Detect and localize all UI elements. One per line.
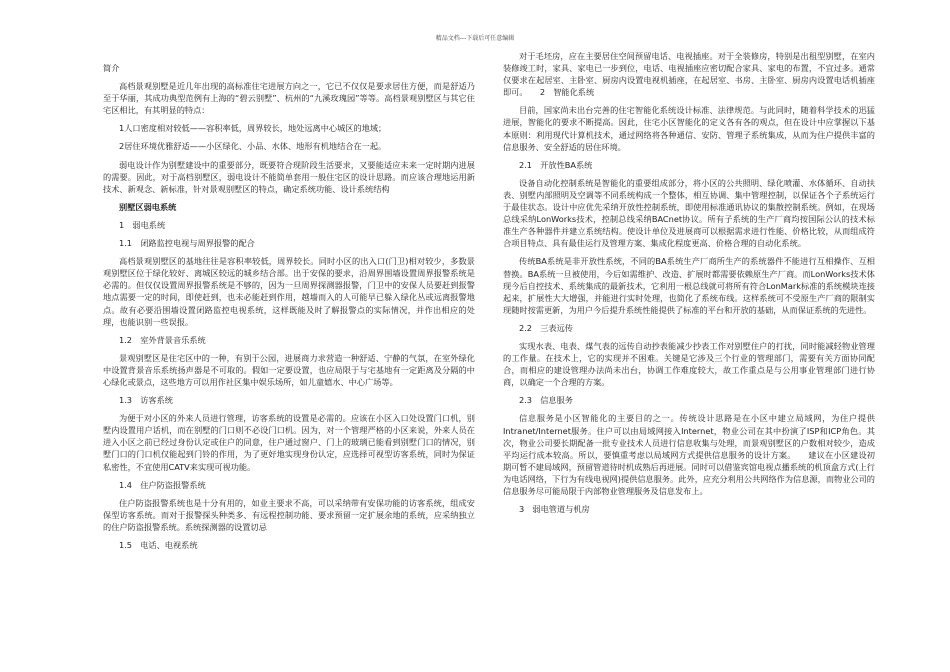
paragraph-2-3: 信息服务是小区智能化的主要目的之一。传统设计思路是在小区中建立局域网，为住户提供Intranet/Internet服务。住户可以由局域网接入Internet，物业公司在其中扮演了ISP和ICP角色。其次，物业公司要长期配备一批专业技术人员进行信息收集与处理，而景观别墅区的户数相对较少，造成平均运行成本较高。所以，要慎重考虑以局域网方式提供信息服务的设计方案。 建议在小区建设初期可暂不建局域网，预留管道待时机成熟后再进展。同时可以借鉴宾馆电视点播系统的机顶盒方式(上行为电话网络，下行为有线电视网)提供信息服务。此外，应充分利用公共网络作为信息源，而物业公司的信息服务尽可能局限于内部物业管理服务及信息发布上。 [503, 413, 875, 496]
intro-paragraph: 高档景观别墅是近几年出现的高标准住宅进展方向之一，它已不仅仅是要求居住方便，而是舒适乃至于华丽，其成功典型范例有上海的“碧云别墅”、杭州的“九溪玫瑰园”等等。高档景观别墅区与其它住宅区相比，有其明显的特点： [103, 81, 475, 116]
paragraph-2-1b: 传统BA系统是非开放性系统，不同的BA系统生产厂商所生产的系统器件不能进行互相操作、互相替换。BA系统一旦被使用，今后如需维护、改造、扩展时都需要依赖原生产厂商。而LonWorks技术体现今后自控技术、系统集成的最新技术，它利用一根总线就可将所有符合LonMark标准的系统模块连接起来，扩展性大大增强，并能进行实时处理，也简化了系统布线。这样系统可不受原生产厂商的限制实现随时按需更新，为用户今后提升系统性能提供了标准的平台和开放的基础，从而保证系统的先进性。 [503, 256, 875, 315]
right-column [503, 50, 875, 515]
left-column [103, 62, 475, 551]
paragraph-1-4: 住户防盗报警系统也是十分有用的，如业主要求不高，可以采纳带有安保功能的访客系统，组成安保型访客系统。而对于报警探头种类多、有远程控制功能、要求预留一定扩展余地的系统，应采纳独立的住户防盗报警系统。系统探测器的设置切忌 [103, 497, 475, 532]
heading-1-3: 1.3 访客系统 [119, 395, 173, 406]
section-title: 别墅区弱电系统 [119, 201, 177, 212]
heading-3: 3 弱电管道与机房 [519, 504, 590, 515]
paragraph-1-2: 景观别墅区是住宅区中的一种，有别于公园，进展商力求营造一种舒适、宁静的气氛，在室外绿化中设置背景音乐系统扬声器是不可取的。假如一定要设置，也应局限于与宅基地有一定距离及分隔的中心绿化或景点，这些地方可以用作社区集中娱乐场所，如儿童嬉水、中心广场等。 [103, 352, 475, 387]
heading-2-1: 2.1 开放性BA系统 [519, 159, 593, 170]
heading-1-2: 1.2 室外背景音乐系统 [119, 334, 206, 345]
paragraph-1-1: 高档景观别墅区的基地往往是容积率较低，周界较长。同时小区的出入口(门卫)相对较少，多数景观别墅区位于绿化较好、离城区较远的城乡结合部。出于安保的要求，沿周界围墙设置周界报警系统是必需的。但仅仅设置周界报警系统是不够的，因为一旦周界探测器报警，门卫中的安保人员要赶到报警地点需要一定的时间，即使赶到，也未必能赶到作用，越墙而入的人可能早已躲入绿化丛或远离报警地点。故有必要沿围墙设置闭路监控电视系统，这样既能及时了解报警点的实际情况，并作出相应的处理，也能识别一些误报。 [103, 256, 475, 327]
heading-1-5: 1.5 电话、电视系统 [119, 540, 198, 550]
heading-1-4: 1.4 住户防盗报警系统 [119, 479, 206, 490]
feature-item-2: 2居住环境优雅舒适——小区绿化、小品、水体、地形有机地结合在一起。 [119, 141, 387, 152]
heading-2-2: 2.2 三表远传 [519, 322, 573, 333]
paragraph-1-3: 为便于对小区的外来人员进行管理，访客系统的设置是必需的。应该在小区入口处设置门口机，别墅内设置用户话机，而在别墅的门口则不必设门口机。因为，对一个管理严格的小区来说，外来人员在进入小区之前已经过身份认定或住户的同意，住户通过窗户、门上的玻璃已能看到别墅门口的情况，别墅门口的门口机仅能起到门铃的作用，为了更好地实现身份认定，应选择可视型访客系统，同时为保证私密性，不宜使用CATV来实现可视功能。 [103, 413, 475, 472]
paragraph-2: 目前，国家尚未出台完善的住宅智能化系统设计标准、法律规范。与此同时，随着科学技术的迅猛进展，智能化的要求不断提高。因此，住宅小区智能化的定义各有各的观点，但在设计中应掌握以下基本原则：利用现代计算机技术，通过网络将各种通信、安防、管理子系统集成，从而为住户提供丰富的信息服务、安全舒适的居住环境。 [503, 105, 875, 152]
page-header: 精品文档---下载后可任意编辑 [435, 35, 515, 42]
heading-2-3: 2.3 信息服务 [519, 395, 573, 406]
feature-item-1: 1人口密度相对较低——容积率低，周界较长，地处远离中心城区的地域； [119, 123, 387, 134]
paragraph-2-2: 实现水表、电表、煤气表的远传自动抄表能减少抄表工作对别墅住户的打扰，同时能减轻物业管理的工作量。在技术上，它的实现并不困难。关键是它涉及三个行业的管理部门，需要有关方面协同配合，而相应的建设管理办法尚未出台，协调工作难度较大，故工作重点是与公用事业管理部门进行协商，以确定一个合理的方案。 [503, 340, 875, 388]
heading-1-1: 1.1 闭路监控电视与周界报警的配合 [119, 238, 255, 249]
heading-1: 1 弱电系统 [119, 219, 166, 230]
paragraph-2-1a: 设备自动化控制系统是智能化的重要组成部分，将小区的公共照明、绿化喷灌、水体循环、自动扶表、别墅内部照明及空调等不同系统构成一个整体，相互协调、集中管理控制，以保证各个子系统运行于最佳状态。设计中应优先采纳开放性控制系统，即使用标准通讯协议的集散控制系统。例如，在现场总线采纳LonWorks技术，控制总线采纳BACnet协议。所有子系统的生产厂商均按国际公认的技术标准生产各种器件并建立系统结构。使设计单位及进展商可以根据需求进行性能、价格比较，从而组成符合项目特点、具有最佳运行及管理方案、集成化程度更高、价格合理的自动化系统。 [503, 177, 875, 249]
intro-heading: 简介 [103, 63, 120, 73]
paragraph-1-5-cont: 对于毛坯房，应在主要居住空间预留电话、电视插座。对于全装修房，特别是出租型别墅，在室内装修竣工时，家具、家电已一步到位，电话、电视插座应密切配合家具、家电的布置，不宜过多。通常仅要求在起居室、主卧室、厨房内设置电视机插座，在起居室、书房、主卧室、厨房内设置电话机插座即可。 2 智能化系统 [503, 51, 875, 98]
design-paragraph: 弱电设计作为别墅建设中的重要部分，既要符合现阶段生活要求，又要能适应未来一定时期内进展的需要。因此，对于高档别墅区，弱电设计不能简单套用一般住宅区的设计思路。而应该合理地运用新技术、新观念、新标准，针对景观别墅区的特点，确定系统功能、设计系统结构 [103, 159, 475, 194]
